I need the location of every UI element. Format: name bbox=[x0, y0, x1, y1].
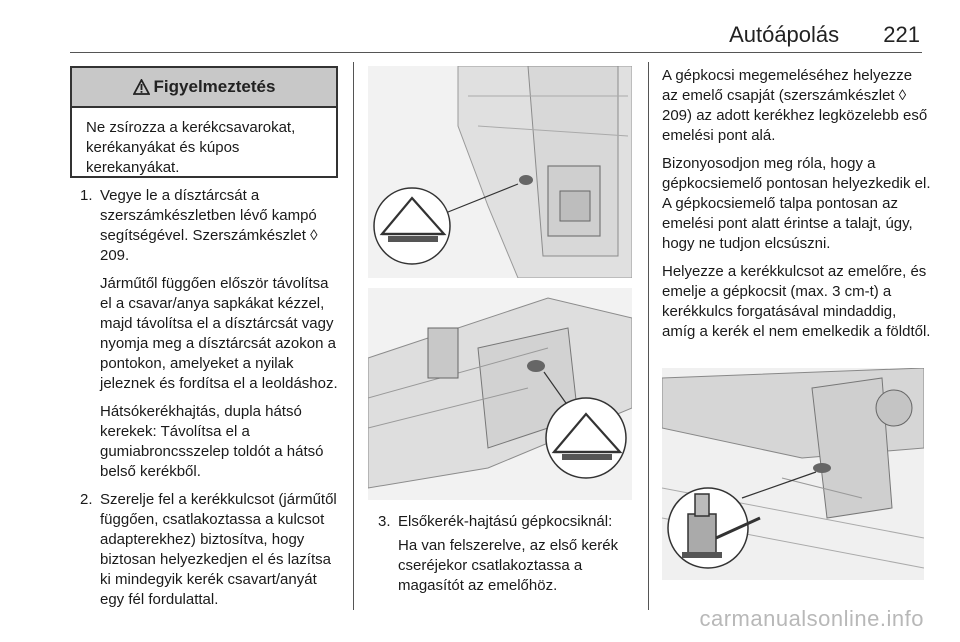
step-paragraph: Ha van felszerelve, az első kerék cseréjekor csatlakoztassa a magasítót az emelőhöz. bbox=[398, 537, 619, 594]
page-header bbox=[729, 22, 920, 48]
paragraph: Bizonyosodjon meg róla, hogy a gépkocsiemelő pontosan helyezkedik el. A gépkocsiemelő talpa pontosan az emelési pont alatt érintse a talajt, úgy, hogy ne tudjon elcsúszni. bbox=[662, 155, 931, 252]
step-paragraph: Szerelje fel a kerékkulcsot (járműtől függően, csatlakoztassa a kulcsot adapterekhez) biztosítva, hogy biztosan helyezkedjen el és lazítsa ki mindegyik kerék csavart/anyát egy fél fordulattal. bbox=[100, 491, 337, 608]
step-number: 2. bbox=[80, 491, 93, 508]
step-paragraph: Elsőkerék-hajtású gépkocsiknál: bbox=[398, 513, 613, 530]
list-item bbox=[70, 490, 342, 610]
watermark: carmanualsonline.info bbox=[699, 606, 924, 631]
step-paragraph: Járműtől függően először távolítsa el a csavar/anya sapkákat kézzel, majd távolítsa el a dísztárcsát vagy nyomja meg a dísztárcsát azokon a pontokon, amelyeket a nyilak jeleznek és fordítsa el a leoldáshoz. bbox=[100, 275, 338, 392]
list-item bbox=[368, 512, 642, 596]
steps-list-middle bbox=[368, 512, 642, 604]
paragraph: Helyezze a kerékkulcsot az emelőre, és emelje a gépkocsit (max. 3 cm-t) a kerékkulcs forgatásával mindaddig, amíg a kerék el nem emelkedik a földtől. bbox=[662, 263, 931, 340]
step-number: 3. bbox=[378, 513, 391, 530]
page-title: Autóápolás bbox=[729, 22, 840, 47]
warning-header bbox=[72, 68, 336, 108]
paragraph: A gépkocsi megemeléséhez helyezze az emelő csapját (szerszámkészlet ◊ 209) az adott kerékhez legközelebb eső emelési pont alá. bbox=[662, 67, 928, 144]
jack-rear-illustration bbox=[368, 66, 632, 278]
warning-heading: Figyelmeztetés bbox=[153, 77, 276, 96]
page-number: 221 bbox=[883, 22, 920, 47]
right-column-text bbox=[662, 66, 932, 350]
list-item bbox=[70, 186, 342, 482]
bottle-jack-illustration bbox=[662, 368, 924, 580]
jack-front-illustration bbox=[368, 288, 632, 500]
steps-list-left bbox=[70, 186, 342, 618]
column-divider-left bbox=[353, 62, 354, 610]
warning-triangle-icon bbox=[133, 79, 150, 95]
warning-box bbox=[70, 66, 338, 178]
column-divider-right bbox=[648, 62, 649, 610]
warning-text: Ne zsírozza a kerékcsavarokat, kerékanyákat és kúpos kerekanyákat. bbox=[86, 119, 296, 176]
header-rule bbox=[70, 52, 922, 53]
step-paragraph: Vegye le a dísztárcsát a szerszámkészletben lévő kampó segítségével. Szerszámkészlet ◊ 209. bbox=[100, 187, 318, 264]
step-number: 1. bbox=[80, 187, 93, 204]
step-paragraph: Hátsókerékhajtás, dupla hátsó kerekek: Távolítsa el a gumiabroncsszelep toldót a hátsó belső kerékből. bbox=[100, 403, 324, 480]
